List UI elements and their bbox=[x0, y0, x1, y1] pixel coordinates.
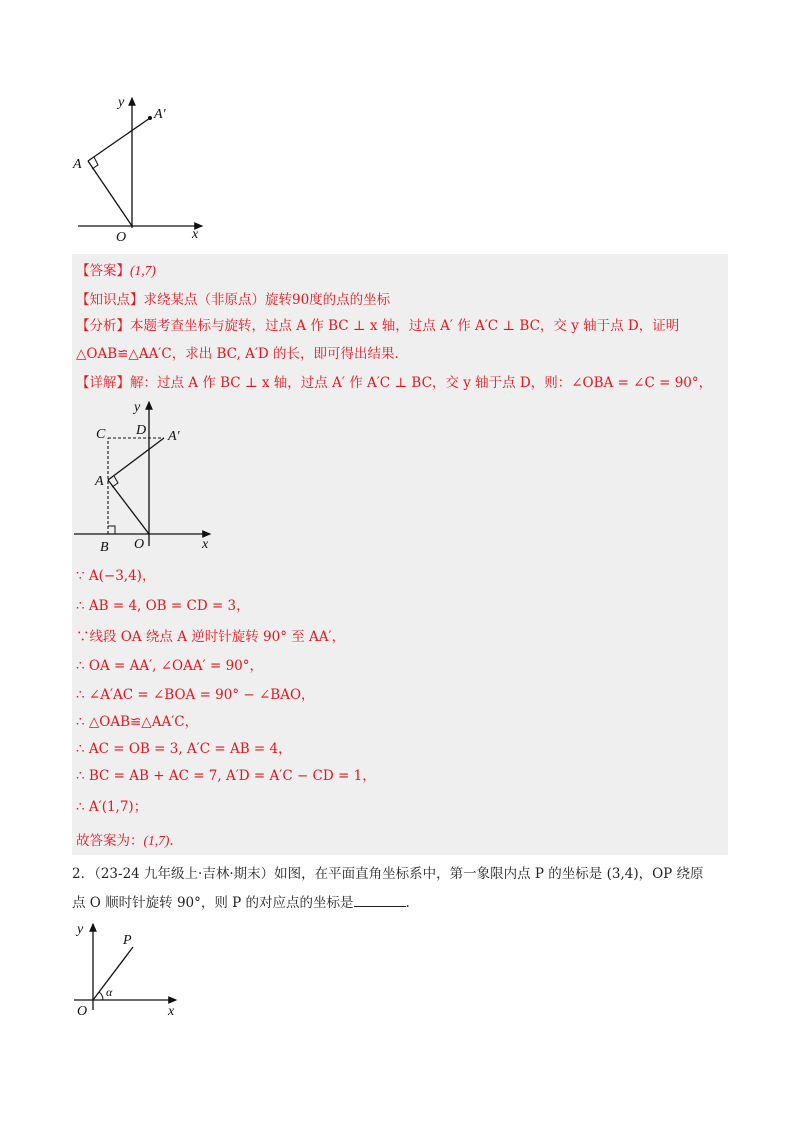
right-angle-mark-A bbox=[112, 476, 118, 487]
answer-tag: 【答案】 bbox=[76, 263, 130, 279]
analysis-tag: 【分析】 bbox=[76, 318, 130, 334]
label-A-prime: A′ bbox=[168, 429, 180, 444]
knowledge-line bbox=[76, 291, 390, 309]
step-7: ∴ AC = OB = 3, A′C = AB = 4， bbox=[76, 741, 292, 757]
label-y: y bbox=[118, 95, 125, 110]
label-O: O bbox=[77, 1004, 88, 1019]
question-2-line-1: 2．（23-24 九年级上·吉林·期末）如图，在平面直角坐标系中，第一象限内点 P 的坐标是 (3,4)，OP 绕原 bbox=[72, 866, 704, 882]
answer-value: (1,7) bbox=[130, 263, 156, 278]
question-2-line-2 bbox=[72, 893, 410, 913]
step-9: ∴ A′(1,7)； bbox=[76, 799, 148, 815]
step-8: ∴ BC = AB + AC = 7, A′D = A′C − CD = 1， bbox=[76, 768, 376, 784]
label-A: A bbox=[73, 157, 82, 172]
figure-rotation-diagram-1 bbox=[70, 88, 220, 248]
segment-AA1 bbox=[88, 118, 150, 161]
label-x: x bbox=[202, 537, 209, 552]
step-1: ∵ A(−3,4)， bbox=[76, 568, 156, 584]
question-2-text: 点 O 顺时针旋转 90°，则 P 的对应点的坐标是 bbox=[72, 895, 354, 911]
segment-AA1 bbox=[108, 438, 164, 480]
label-A-prime: A′ bbox=[154, 107, 166, 122]
point-A1 bbox=[148, 116, 152, 120]
label-O: O bbox=[116, 230, 127, 245]
step-3: ∵线段 OA 绕点 A 逆时针旋转 90° 至 AA′， bbox=[76, 629, 346, 645]
final-answer-line bbox=[76, 832, 174, 850]
segment-OA bbox=[88, 161, 132, 226]
analysis-line-2 bbox=[76, 345, 399, 363]
answer-line bbox=[76, 262, 156, 280]
knowledge-text: 求绕某点（非原点）旋转90度的点的坐标 bbox=[143, 292, 391, 308]
detail-tag: 【详解】 bbox=[76, 375, 130, 391]
step-6: ∴ △OAB≌△AA′C， bbox=[76, 714, 199, 730]
label-O: O bbox=[134, 537, 145, 552]
detail-text: 解：过点 A 作 BC ⊥ x 轴，过点 A′ 作 A′C ⊥ BC，交 y 轴于点 D，则：∠OBA = ∠C = 90°， bbox=[130, 375, 713, 391]
analysis-text-1: 本题考查坐标与旋转，过点 A 作 BC ⊥ x 轴，过点 A′ 作 A′C ⊥ BC，交 y 轴于点 D，证明 bbox=[130, 318, 680, 334]
final-end: . bbox=[169, 833, 174, 849]
label-y: y bbox=[134, 400, 141, 415]
label-C: C bbox=[96, 427, 106, 442]
figure-point-P-diagram bbox=[70, 918, 190, 1028]
label-x: x bbox=[192, 227, 199, 242]
right-angle-mark-B bbox=[108, 526, 115, 534]
detail-line bbox=[76, 374, 712, 392]
angle-alpha-arc bbox=[99, 992, 103, 1000]
label-alpha: α bbox=[106, 985, 113, 999]
step-2: ∴ AB = 4, OB = CD = 3， bbox=[76, 598, 250, 614]
final-value: (1,7) bbox=[143, 833, 170, 848]
knowledge-tag: 【知识点】 bbox=[76, 292, 144, 308]
analysis-line-1 bbox=[76, 317, 679, 335]
step-4: ∴ OA = AA′, ∠OAA′ = 90°， bbox=[76, 658, 264, 674]
step-5: ∴ ∠A′AC = ∠BOA = 90° − ∠BAO， bbox=[76, 687, 315, 703]
label-D: D bbox=[136, 423, 147, 438]
label-A: A bbox=[95, 474, 104, 489]
answer-blank[interactable] bbox=[354, 894, 406, 907]
analysis-text-2: △OAB≌△AA′C，求出 BC, A′D 的长，即可得出结果. bbox=[76, 346, 399, 362]
label-x: x bbox=[168, 1004, 175, 1019]
label-y: y bbox=[77, 922, 84, 937]
figure-rotation-diagram-2 bbox=[74, 396, 224, 556]
label-B: B bbox=[100, 540, 109, 555]
label-P: P bbox=[123, 933, 132, 948]
final-label: 故答案为： bbox=[76, 833, 144, 849]
question-2-end: . bbox=[405, 895, 410, 911]
